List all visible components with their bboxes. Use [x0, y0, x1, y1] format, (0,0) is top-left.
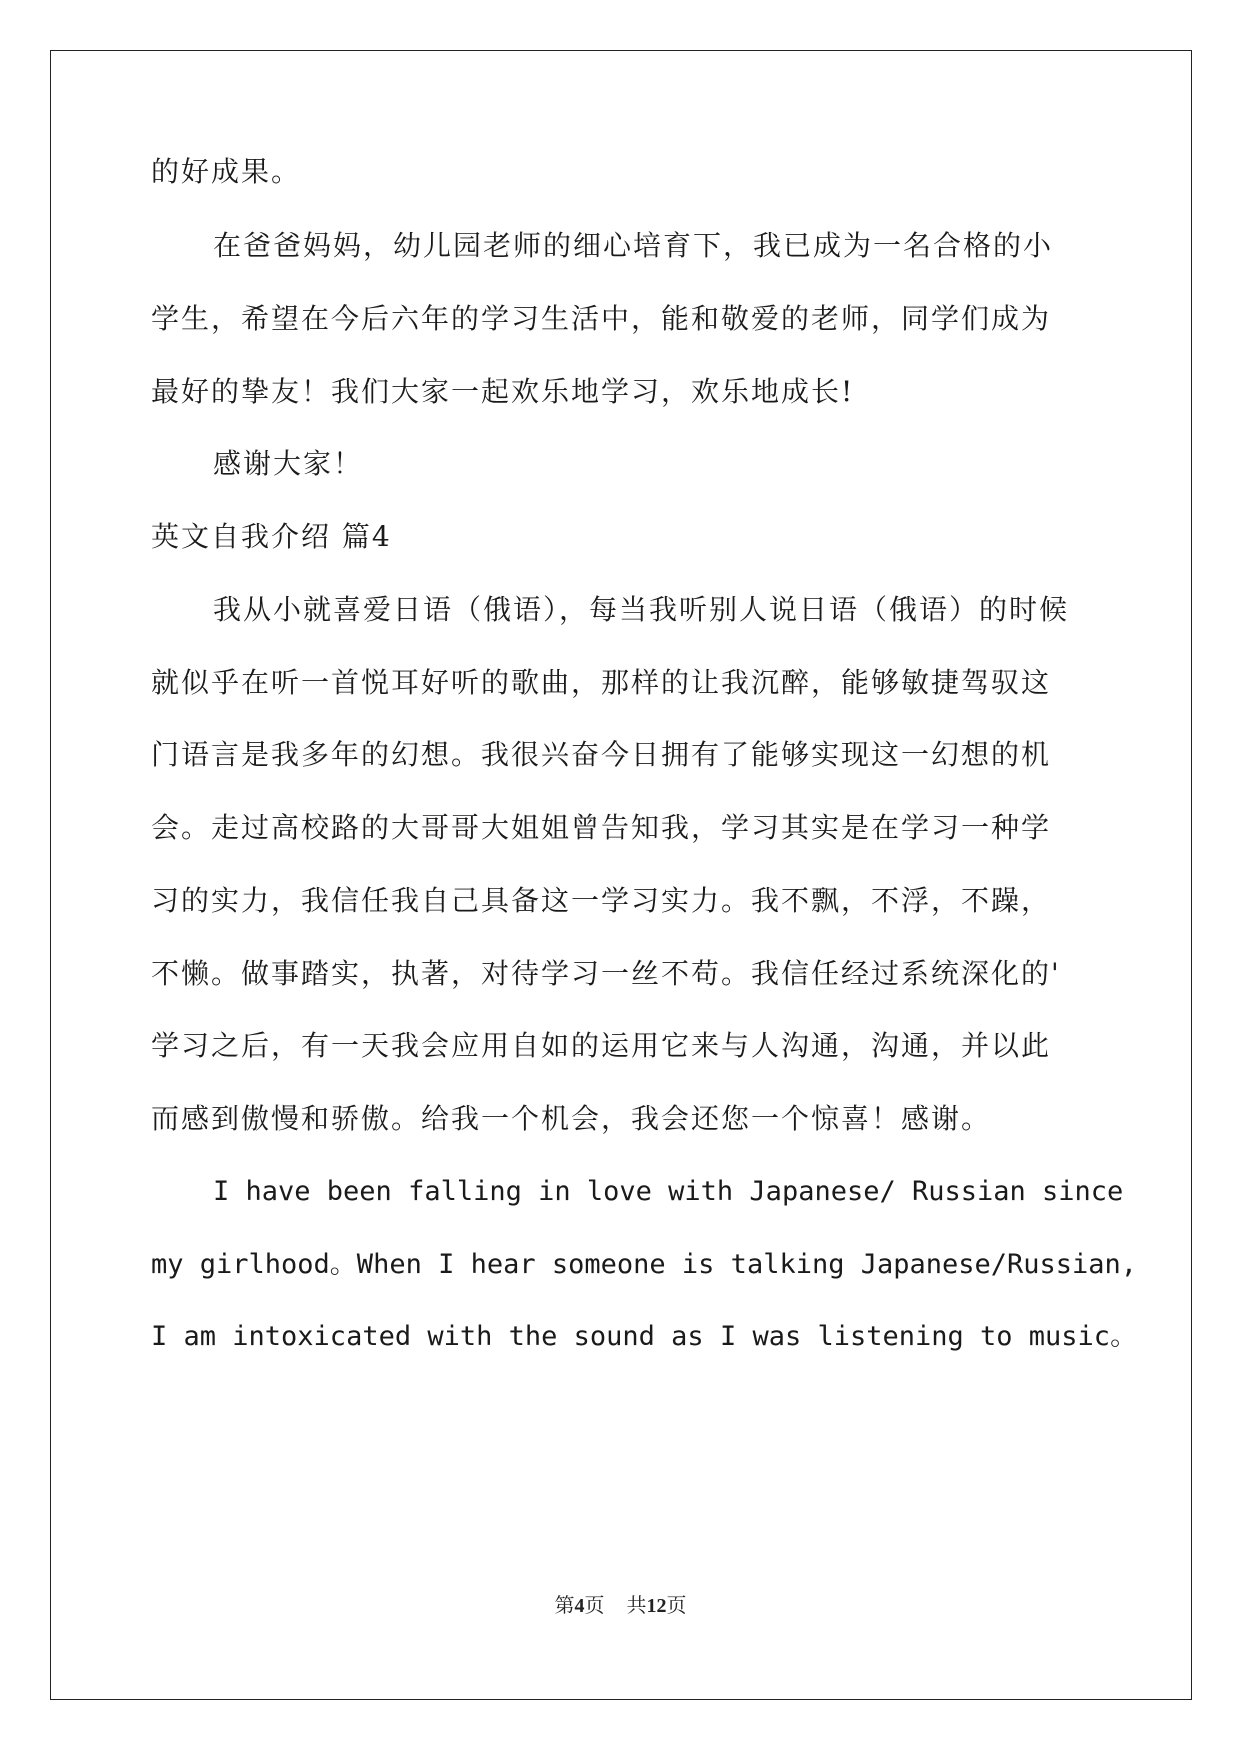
paragraph-line: 学习之后，有一天我会应用自如的运用它来与人沟通，沟通，并以此 — [151, 1029, 1052, 1062]
paragraph-line: 不懒。做事踏实，执著，对待学习一丝不苟。我信任经过系统深化的' — [151, 957, 1061, 990]
english-paragraph-line: I am intoxicated with the sound as I was listening to music。 — [151, 1321, 1138, 1352]
english-paragraph-line: I have been falling in love with Japanese/ Russian since — [213, 1176, 1124, 1207]
paragraph-line: 感谢大家！ — [213, 447, 364, 480]
page-border — [50, 50, 1192, 1700]
footer-total-suffix: 页 — [666, 1595, 687, 1617]
footer-page-suffix: 页 — [584, 1595, 605, 1617]
paragraph-line: 最好的挚友！我们大家一起欢乐地学习，欢乐地成长! — [151, 375, 855, 408]
footer-total-prefix: 共 — [626, 1595, 647, 1617]
paragraph-line: 习的实力，我信任我自己具备这一学习实力。我不飘，不浮，不躁， — [151, 884, 1052, 917]
english-paragraph-line: my girlhood。When I hear someone is talking Japanese/Russian, — [151, 1249, 1138, 1280]
paragraph-line: 而感到傲慢和骄傲。给我一个机会，我会还您一个惊喜！感谢。 — [151, 1102, 992, 1135]
paragraph-line: 就似乎在听一首悦耳好听的歌曲，那样的让我沉醉，能够敏捷驾驭这 — [151, 666, 1052, 699]
paragraph-line: 的好成果。 — [151, 155, 302, 188]
paragraph-line: 在爸爸妈妈，幼儿园老师的细心培育下，我已成为一名合格的小 — [213, 229, 1054, 262]
paragraph-line: 我从小就喜爱日语（俄语），每当我听别人说日语（俄语）的时候 — [213, 593, 1070, 626]
footer-prefix: 第 — [554, 1595, 575, 1617]
page-footer — [0, 1594, 1241, 1618]
section-heading: 英文自我介绍 篇4 — [151, 520, 392, 553]
footer-total-pages: 12 — [646, 1595, 667, 1617]
paragraph-line: 学生，希望在今后六年的学习生活中，能和敬爱的老师，同学们成为 — [151, 302, 1052, 335]
paragraph-line: 门语言是我多年的幻想。我很兴奋今日拥有了能够实现这一幻想的机 — [151, 738, 1052, 771]
footer-page-number: 4 — [574, 1595, 585, 1617]
paragraph-line: 会。走过高校路的大哥哥大姐姐曾告知我，学习其实是在学习一种学 — [151, 811, 1052, 844]
